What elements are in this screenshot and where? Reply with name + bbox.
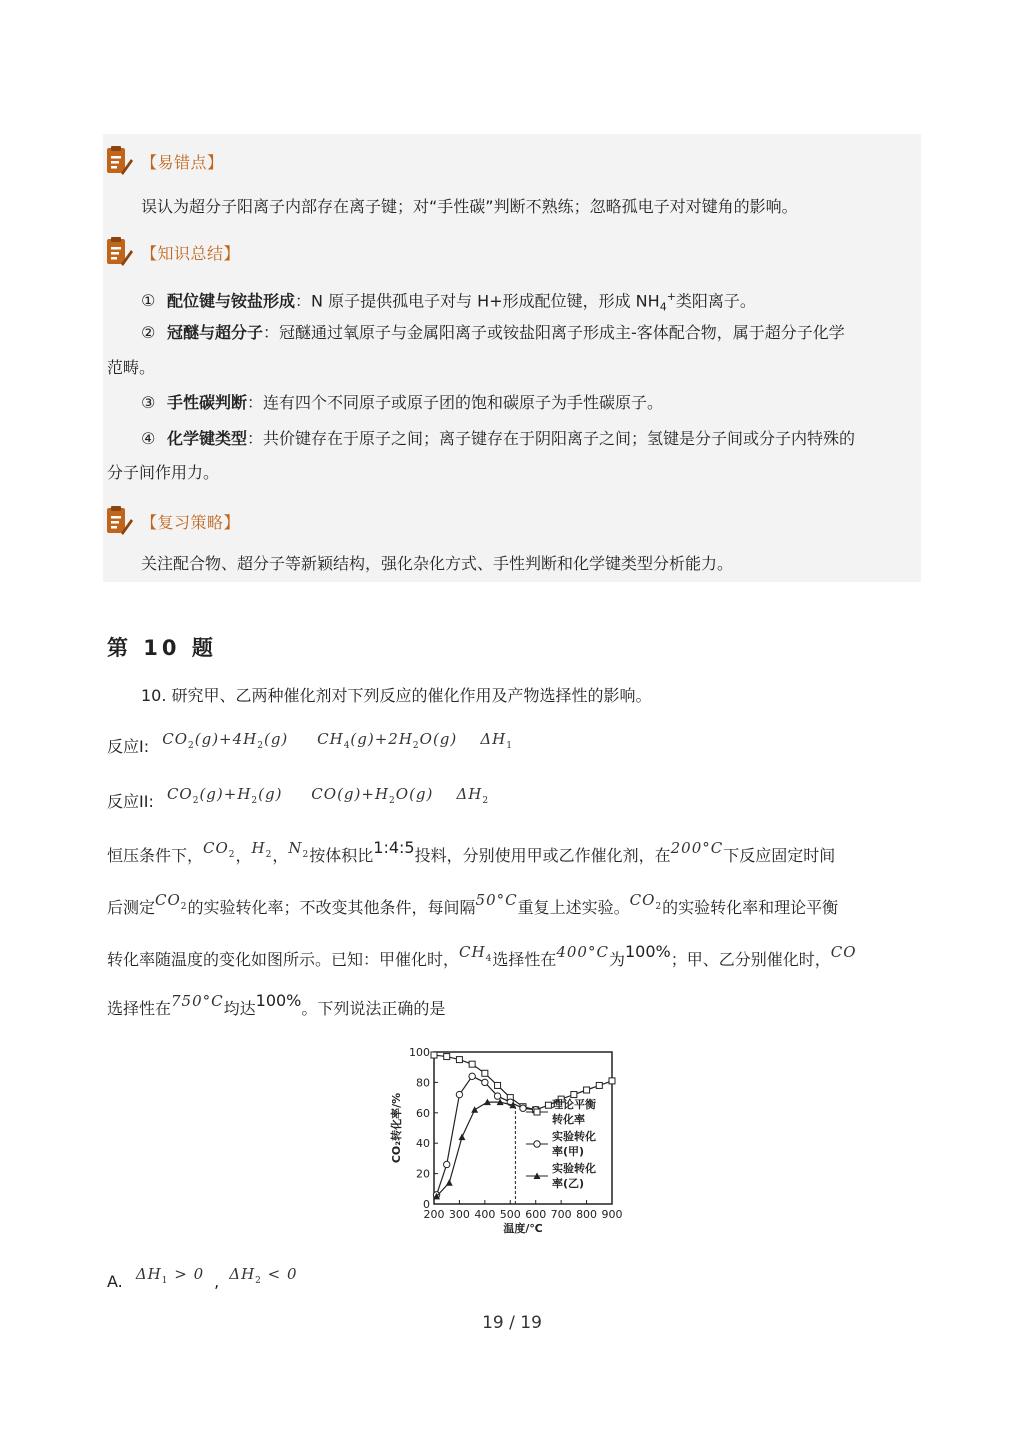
legend-label: 实验转化 (552, 1130, 596, 1143)
y-tick-label: 0 (423, 1198, 430, 1211)
y-tick-label: 80 (416, 1076, 430, 1090)
y-axis-label: CO₂转化率/% (390, 1092, 403, 1164)
series-2-point (482, 1079, 488, 1085)
notepad-pen-icon (105, 236, 133, 268)
notepad-pen-icon (105, 145, 133, 177)
knowledge-header (105, 234, 240, 270)
series-1-point (571, 1092, 577, 1098)
y-tick-label: 60 (416, 1106, 430, 1120)
plot-frame (434, 1052, 612, 1204)
legend-label: 率(乙) (552, 1177, 585, 1190)
series-1-point (431, 1052, 437, 1058)
reaction-2: 反应II: $CO_2(g)+H_2(g)$ $CO(g)+H_2O(g)$ $\Delta H_2$ (107, 785, 490, 811)
review-text: 关注配合物、超分子等新颖结构，强化杂化方式、手性判断和化学键类型分析能力。 (141, 554, 734, 573)
x-tick-label: 800 (576, 1208, 598, 1221)
knowledge-item-4: ④ 化学键类型：共价键存在于原子之间；离子键存在于阴阳离子之间；氢键是分子间或分子内特殊的 (141, 429, 856, 448)
x-tick-label: 600 (525, 1208, 547, 1221)
knowledge-title: 【知识总结】 (141, 243, 241, 263)
series-3-point (471, 1106, 478, 1113)
page-number: 19 / 19 (482, 1313, 542, 1333)
y-tick-label: 100 (409, 1046, 430, 1059)
series-1-point (584, 1087, 590, 1093)
question-para-4: 选择性在750°C均达100%。下列说法正确的是 (107, 991, 446, 1018)
legend-label: 转化率 (552, 1113, 585, 1126)
legend-marker (534, 1109, 540, 1115)
series-2-point (444, 1161, 450, 1167)
knowledge-item-3: ③ 手性碳判断：连有四个不同原子或原子团的饱和碳原子为手性碳原子。 (141, 393, 664, 412)
notepad-pen-icon (105, 505, 133, 537)
series-1-point (444, 1054, 450, 1060)
reaction-1: 反应I: $CO_2(g)+4H_2(g)$ $CH_4(g)+2H_2O(g)$ $\Delta H_1$ (107, 730, 513, 756)
series-1-point (545, 1102, 551, 1108)
series-1-point (495, 1082, 501, 1088)
legend-label: 率(甲) (552, 1145, 585, 1158)
series-1-point (469, 1061, 475, 1067)
option-a: A. $\Delta H_1 > 0$ , $\Delta H_2 < 0$ (107, 1265, 298, 1291)
question-title: 第 10 题 (107, 636, 217, 660)
error-points-title: 【易错点】 (141, 152, 224, 172)
x-tick-label: 900 (601, 1208, 623, 1221)
series-2-point (494, 1093, 500, 1099)
series-2-point (520, 1105, 526, 1111)
review-header (105, 503, 240, 539)
series-1-point (482, 1070, 488, 1076)
knowledge-item-2-cont: 范畴。 (107, 358, 156, 377)
question-para-3: 转化率随温度的变化如图所示。已知：甲催化时，$CH_4$选择性在400°C为100%；甲、乙分别催化时，CO (107, 942, 857, 969)
series-2-point (456, 1091, 462, 1097)
series-3-point (458, 1134, 465, 1141)
y-tick-label: 20 (416, 1167, 430, 1181)
x-tick-label: 400 (474, 1208, 496, 1221)
question-intro: 10. 研究甲、乙两种催化剂对下列反应的催化作用及产物选择性的影响。 (141, 686, 652, 705)
knowledge-item-2: ② 冠醚与超分子：冠醚通过氧原子与金属阳离子或铵盐阳离子形成主-客体配合物，属于超分子化学 (141, 323, 845, 342)
review-title: 【复习策略】 (141, 512, 241, 532)
legend-marker (534, 1141, 540, 1147)
x-tick-label: 500 (499, 1208, 521, 1221)
series-1-point (456, 1057, 462, 1063)
legend-label: 理论平衡 (552, 1098, 596, 1111)
y-tick-label: 40 (416, 1137, 430, 1151)
x-tick-label: 700 (550, 1208, 572, 1221)
series-1-point (596, 1082, 602, 1088)
knowledge-item-1: ① 配位键与铵盐形成：N 原子提供孤电子对与 H+形成配位键，形成 $NH_4^+$类阳离子。 (141, 290, 756, 314)
legend-label: 实验转化 (552, 1162, 596, 1175)
x-tick-label: 200 (423, 1208, 445, 1221)
error-points-text: 误认为超分子阳离子内部存在离子键；对“手性碳”判断不熟练；忽略孤电子对对键角的影响。 (141, 197, 798, 216)
error-points-header (105, 143, 224, 179)
series-1-point (609, 1078, 615, 1084)
question-para-1: 恒压条件下，$CO_2$，$H_2$，$N_2$按体积比1:4:5投料，分别使用甲或乙作催化剂，在200°C下反应固定时间 (107, 838, 836, 865)
knowledge-item-4-cont: 分子间作用力。 (107, 463, 220, 482)
co2-conversion-chart (388, 1040, 648, 1240)
x-axis-label: 温度/℃ (503, 1222, 543, 1235)
series-3-point (446, 1179, 453, 1186)
question-para-2: 后测定$CO_2$的实验转化率；不改变其他条件，每间隔50°C重复上述实验。$CO_2$的实验转化率和理论平衡 (107, 891, 839, 917)
series-2-point (469, 1073, 475, 1079)
x-tick-label: 300 (448, 1208, 470, 1221)
